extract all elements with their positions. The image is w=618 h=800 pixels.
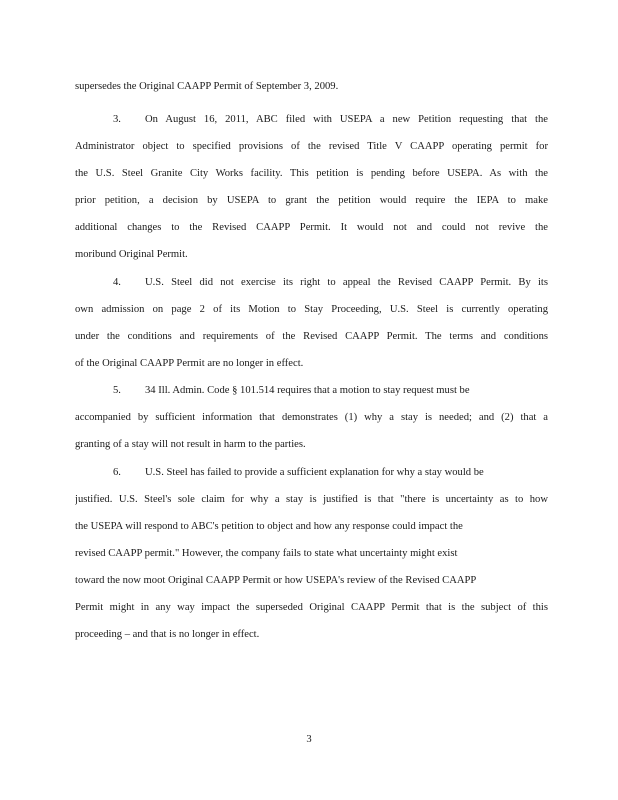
paragraph-4-line: of the Original CAAPP Permit are no longer in effect. bbox=[75, 358, 304, 369]
paragraph-6-line: U.S. Steel has failed to provide a sufficient explanation for why a stay would be bbox=[145, 467, 484, 478]
paragraph-5-line: granting of a stay will not result in harm to the parties. bbox=[75, 439, 306, 450]
paragraph-3-line: Administrator object to specified provisions of the revised Title V CAAPP operating permit for bbox=[75, 141, 548, 152]
paragraph-6-line: Permit might in any way impact the superseded Original CAAPP Permit that is the subject of this bbox=[75, 602, 548, 613]
paragraph-3-line: On August 16, 2011, ABC filed with USEPA a new Petition requesting that the bbox=[145, 114, 548, 125]
paragraph-6-number: 6. bbox=[113, 467, 121, 478]
paragraph-4-line: U.S. Steel did not exercise its right to appeal the Revised CAAPP Permit. By its bbox=[145, 277, 548, 288]
paragraph-4-line: own admission on page 2 of its Motion to Stay Proceeding, U.S. Steel is currently operating bbox=[75, 304, 548, 315]
paragraph-3-line: the U.S. Steel Granite City Works facility. This petition is pending before USEPA. As with the bbox=[75, 168, 548, 179]
paragraph-6-line: revised CAAPP permit." However, the company fails to state what uncertainty might exist bbox=[75, 548, 458, 559]
intro-line: supersedes the Original CAAPP Permit of September 3, 2009. bbox=[75, 81, 339, 92]
paragraph-3-line: additional changes to the Revised CAAPP Permit. It would not and could not revive the bbox=[75, 222, 548, 233]
paragraph-4-number: 4. bbox=[113, 277, 121, 288]
paragraph-6-line: toward the now moot Original CAAPP Permit or how USEPA's review of the Revised CAAPP bbox=[75, 575, 477, 586]
paragraph-5-line: 34 Ill. Admin. Code § 101.514 requires that a motion to stay request must be bbox=[145, 385, 470, 396]
paragraph-6-line: the USEPA will respond to ABC's petition to object and how any response could impact the bbox=[75, 521, 463, 532]
paragraph-5-line: accompanied by sufficient information that demonstrates (1) why a stay is needed; and (2) that a bbox=[75, 412, 548, 423]
paragraph-6-line: proceeding – and that is no longer in effect. bbox=[75, 629, 260, 640]
paragraph-6-line: justified. U.S. Steel's sole claim for why a stay is justified is that "there is uncertainty as to how bbox=[75, 494, 548, 505]
paragraph-4-line: under the conditions and requirements of the Revised CAAPP Permit. The terms and conditions bbox=[75, 331, 548, 342]
page-number: 3 bbox=[306, 734, 312, 745]
paragraph-3-line: moribund Original Permit. bbox=[75, 249, 188, 260]
paragraph-3-number: 3. bbox=[113, 114, 121, 125]
paragraph-3-line: prior petition, a decision by USEPA to grant the petition would require the IEPA to make bbox=[75, 195, 548, 206]
paragraph-5-number: 5. bbox=[113, 385, 121, 396]
